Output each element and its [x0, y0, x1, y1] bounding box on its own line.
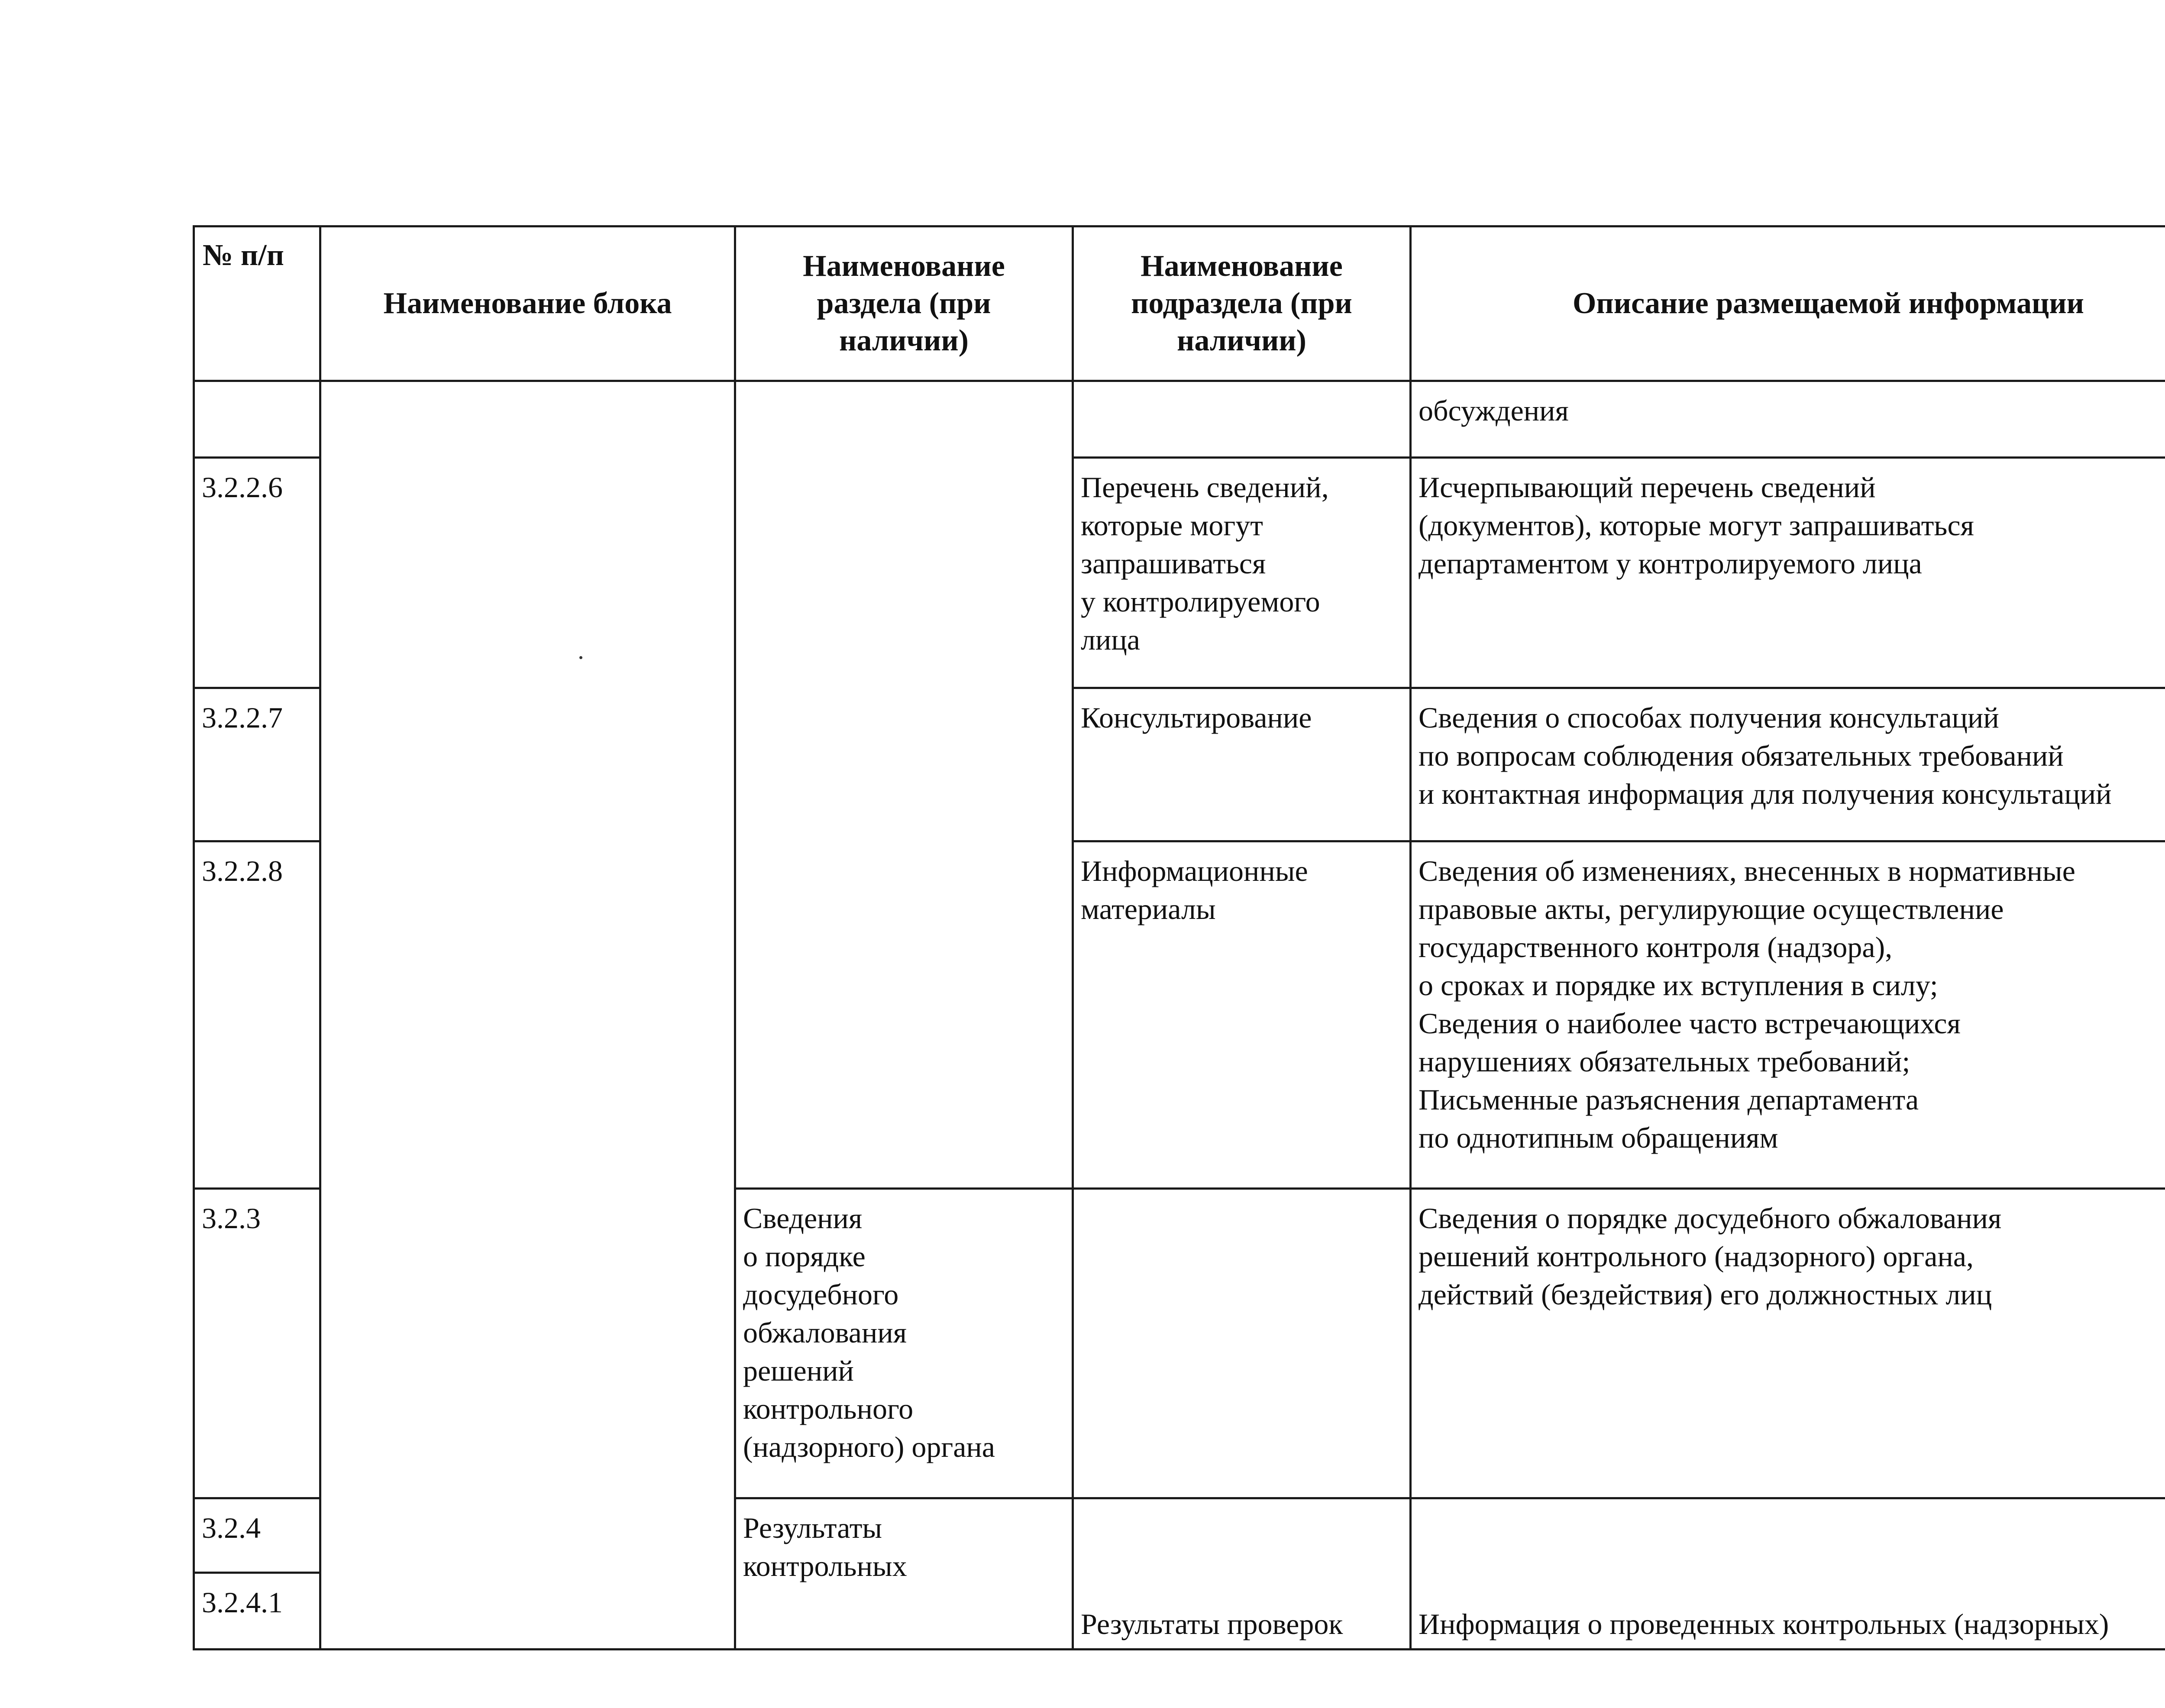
info-placement-table — [193, 225, 2165, 1650]
cell-num: 3.2.4 — [194, 1498, 320, 1573]
table-header-row — [194, 226, 2165, 381]
cell-block-name — [320, 381, 735, 1650]
cell-subsection: Консультирование — [1073, 688, 1411, 841]
cell-description: Сведения о порядке досудебного обжалования решений контрольного (надзорного) органа, действий (бездействия) его должностных лиц — [1411, 1189, 2165, 1498]
cell-num: 3.2.2.6 — [194, 458, 320, 688]
cell-description: Сведения об изменениях, внесенных в нормативные правовые акты, регулирующие осуществление государственного контроля (надзора), о сроках и порядке их вступления в силу; Сведения о наиболее часто встречающихся нарушениях обязательных требований; Письменные разъяснения департамента по однотипным обращениям — [1411, 841, 2165, 1189]
cell-num: 3.2.2.7 — [194, 688, 320, 841]
cell-description: Информация о проведенных контрольных (надзорных) — [1411, 1498, 2165, 1650]
header-description: Описание размещаемой информации — [1411, 226, 2165, 381]
cell-num: 3.2.4.1 — [194, 1573, 320, 1650]
cell-num: 3.2.2.8 — [194, 841, 320, 1189]
table-row — [194, 381, 2165, 458]
cell-subsection: Результаты проверок — [1073, 1498, 1411, 1650]
header-num: № п/п — [194, 226, 320, 381]
header-section-name: Наименование раздела (при наличии) — [735, 226, 1073, 381]
cell-section: Результаты контрольных — [735, 1498, 1073, 1650]
cell-subsection — [1073, 1189, 1411, 1498]
cell-description: Исчерпывающий перечень сведений (документов), которые могут запрашиваться департаментом у контролируемого лица — [1411, 458, 2165, 688]
scan-artifact-dot — [579, 656, 582, 659]
cell-section — [735, 381, 1073, 1189]
cell-description: обсуждения — [1411, 381, 2165, 458]
cell-num — [194, 381, 320, 458]
header-subsection-name: Наименование подраздела (при наличии) — [1073, 226, 1411, 381]
cell-subsection: Перечень сведений, которые могут запрашиваться у контролируемого лица — [1073, 458, 1411, 688]
cell-section: Сведения о порядке досудебного обжалования решений контрольного (надзорного) органа — [735, 1189, 1073, 1498]
cell-num: 3.2.3 — [194, 1189, 320, 1498]
cell-subsection — [1073, 381, 1411, 458]
header-block-name: Наименование блока — [320, 226, 735, 381]
cell-subsection: Информационные материалы — [1073, 841, 1411, 1189]
cell-description: Сведения о способах получения консультаций по вопросам соблюдения обязательных требований и контактная информация для получения консультаций — [1411, 688, 2165, 841]
